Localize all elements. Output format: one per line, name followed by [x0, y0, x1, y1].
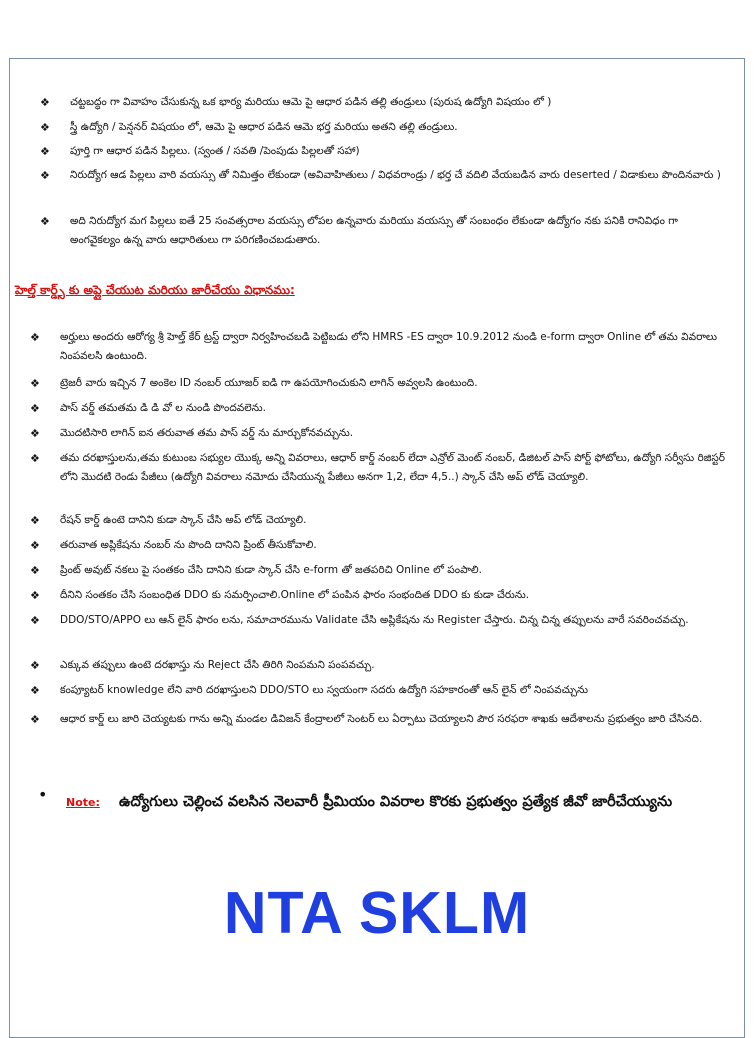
- list-item: [30, 328, 730, 366]
- diamond-bullet-icon: ❖: [40, 96, 50, 109]
- list-item-text: రేషన్ కార్డ్ ఉంటె దానిని కుడా స్కాన్ చేసి అప్ లోడ్ చెయ్యాలి.: [60, 514, 307, 526]
- list-item: [30, 536, 730, 555]
- list-item-text: తమ దరఖాస్తులను,తమ కుటుంబ సభ్యుల యొక్క అన్ని వివరాలు, ఆధార్ కార్డ్ నంబర్ లేదా ఎన్రోల్ మెంట్ నంబర్, డిజిటల్ పాస్ పోర్ట్ ఫోటోలు, ఉద్యోగి సర్వీసు రిజిస్టర్ లోని మొదటి రెండు పేజీలు (ఉద్యోగి వివరాలు నమోదు చేసియున్న పేజీలు అనగా 1,2, లేదా 4,5..) స్కాన్ చేసి అప్ లోడ్ చెయ్యాలి.: [60, 452, 725, 483]
- list-item-text: ప్రింట్ అవుట్ నకలు పై సంతకం చేసి దానిని కుడా స్కాన్ చేసి e-form తో జతపరిచి Online లో పంపాలి.: [60, 564, 482, 576]
- diamond-bullet-icon: ❖: [30, 331, 40, 344]
- note-label: Note:: [66, 796, 100, 809]
- list-item-text: DDO/STO/APPO లు ఆన్ లైన్ ఫారం లను, సమాచారమును Validate చేసి అప్లికేషను ను Register చేస్తారు. చిన్న చిన్న తప్పులను వారే సవరించవచ్చు.: [60, 614, 689, 626]
- round-bullet-icon: •: [38, 785, 48, 804]
- diamond-bullet-icon: ❖: [30, 427, 40, 440]
- list-item: [30, 611, 730, 649]
- list-item-text: పాస్ వర్డ్ తమతమ డి డి వో ల నుండి పొందవలెను.: [60, 402, 266, 414]
- list-item-text: ఎక్కువ తప్పులు ఉంటె దరఖాస్తు ను Reject చేసి తిరిగి నింపమని పంపవచ్చు.: [60, 659, 375, 671]
- list-item: [30, 710, 730, 748]
- list-item-text: అది నిరుద్యోగ మగ పిల్లలు ఐతే 25 సంవత్సరాల వయస్సు లోపల ఉన్నవారు మరియు వయస్సు తో సంబంధం లేకుండా ఉద్యోగం నకు పనికి రానివిధం గా అంగవైకల్యం ఉన్న వారు ఆధారితులు గా పరిగణించబడుతారు.: [70, 215, 678, 246]
- list-item: [30, 561, 730, 580]
- brand-watermark: NTA SKLM: [223, 880, 531, 946]
- list-item-text: ట్రెజరీ వారు ఇచ్చిన 7 అంకెల ID నంబర్ యూజర్ ఐడి గా ఉపయోగించుకుని లాగిన్ అవ్వలసి ఉంటుంది.: [60, 377, 478, 389]
- diamond-bullet-icon: ❖: [30, 377, 40, 390]
- list-item: [40, 212, 730, 250]
- list-item: [40, 93, 730, 112]
- section-heading: హెల్త్ కార్డ్స్ కు అప్లై చేయుట మరియు జారీచేయు విధానము:: [15, 283, 295, 297]
- diamond-bullet-icon: ❖: [30, 452, 40, 465]
- diamond-bullet-icon: ❖: [30, 684, 40, 697]
- list-item: [40, 142, 730, 161]
- diamond-bullet-icon: ❖: [30, 589, 40, 602]
- list-item: [30, 399, 730, 418]
- note-item: [38, 785, 728, 820]
- diamond-bullet-icon: ❖: [30, 659, 40, 672]
- list-item: [30, 656, 730, 675]
- list-item: [30, 681, 730, 700]
- diamond-bullet-icon: ❖: [30, 564, 40, 577]
- list-item-text: స్త్రీ ఉద్యోగి / పెన్షనర్ విషయం లో, ఆమె పై ఆధార పడిన ఆమె భర్త మరియు అతని తల్లి తండ్రులు.: [70, 121, 458, 133]
- diamond-bullet-icon: ❖: [40, 121, 50, 134]
- list-item-text: అర్హులు అందరు ఆరోగ్య శ్రీ హెల్త్ కేర్ ట్రస్ట్ ద్వారా నిర్వహించబడి పెట్టిబడు లోని HMRS -ES ద్వారా 10.9.2012 నుండి e-form ద్వారా Online లో తమ వివరాలు నింపవలసి ఉంటుంది.: [60, 331, 717, 362]
- list-item-text: నిరుద్యోగ ఆడ పిల్లలు వారి వయస్సు తో నిమిత్తం లేకుండా (అవివాహితులు / విధవరాండ్రు / భర్త చే వదిలి వేయబడిన వారు deserted / విడాకులు పొందినవారు ): [70, 169, 721, 181]
- list-item-text: ఆధార కార్డ్ లు జారి చెయ్యటకు గాను అన్ని మండల డివిజన్ కేంద్రాలలో సెంటర్ లు ఏర్పాటు చెయ్యాలని పౌర సరఫరా శాఖకు ఆదేశాలను ప్రభుత్వం జారి చేసినది.: [60, 713, 703, 725]
- list-item: [40, 118, 730, 137]
- diamond-bullet-icon: ❖: [30, 514, 40, 527]
- list-item-text: కంప్యూటర్ knowledge లేని వారి దరఖాస్తులని DDO/STO లు స్వయంగా సదరు ఉద్యోగి సహకారంతో ఆన్ లైన్ లో నింపవచ్చును: [60, 684, 589, 696]
- diamond-bullet-icon: ❖: [30, 713, 40, 726]
- list-item-text: చట్టబద్ధం గా వివాహం చేసుకున్న ఒక భార్య మరియు ఆమె పై ఆధార పడిన తల్లి తండ్రులు (పురుష ఉద్యోగి విషయం లో ): [70, 96, 552, 108]
- document-page: [9, 58, 745, 1038]
- list-item: [30, 449, 730, 506]
- eligibility-list: [40, 93, 730, 250]
- list-item: [40, 166, 730, 204]
- diamond-bullet-icon: ❖: [40, 215, 50, 228]
- diamond-bullet-icon: ❖: [30, 614, 40, 627]
- note-text: ఉద్యోగులు చెల్లించ వలసిన నెలవారీ ప్రీమియం వివరాల కొరకు ప్రభుత్వం ప్రత్యేక జీవో జారీచేయ్యును: [118, 794, 673, 810]
- list-item-text: దీనిని సంతకం చేసి సంబంధిత DDO కు సమర్పించాలి.Online లో పంపిన ఫారం సంభందిత DDO కు కుడా చేరును.: [60, 589, 530, 601]
- diamond-bullet-icon: ❖: [30, 539, 40, 552]
- list-item: [30, 424, 730, 443]
- list-item: [30, 511, 730, 530]
- list-item-text: మొదటిసారి లాగిన్ ఐన తరువాత తమ పాస్ వర్డ్ ను మార్చుకోనవచ్చును.: [60, 427, 354, 439]
- diamond-bullet-icon: ❖: [40, 169, 50, 182]
- procedure-list: [30, 328, 730, 748]
- list-item: [30, 374, 730, 393]
- list-item: [30, 586, 730, 605]
- list-item-text: పూర్తి గా ఆధార పడిన పిల్లలు. (స్వంత / సవతి /పెంపుడు పిల్లలతో సహా): [70, 145, 360, 157]
- list-item-text: తరువాత అప్లికేషను నంబర్ ను పొంది దానిని ప్రింట్ తీసుకోవాలి.: [60, 539, 317, 551]
- diamond-bullet-icon: ❖: [30, 402, 40, 415]
- diamond-bullet-icon: ❖: [40, 145, 50, 158]
